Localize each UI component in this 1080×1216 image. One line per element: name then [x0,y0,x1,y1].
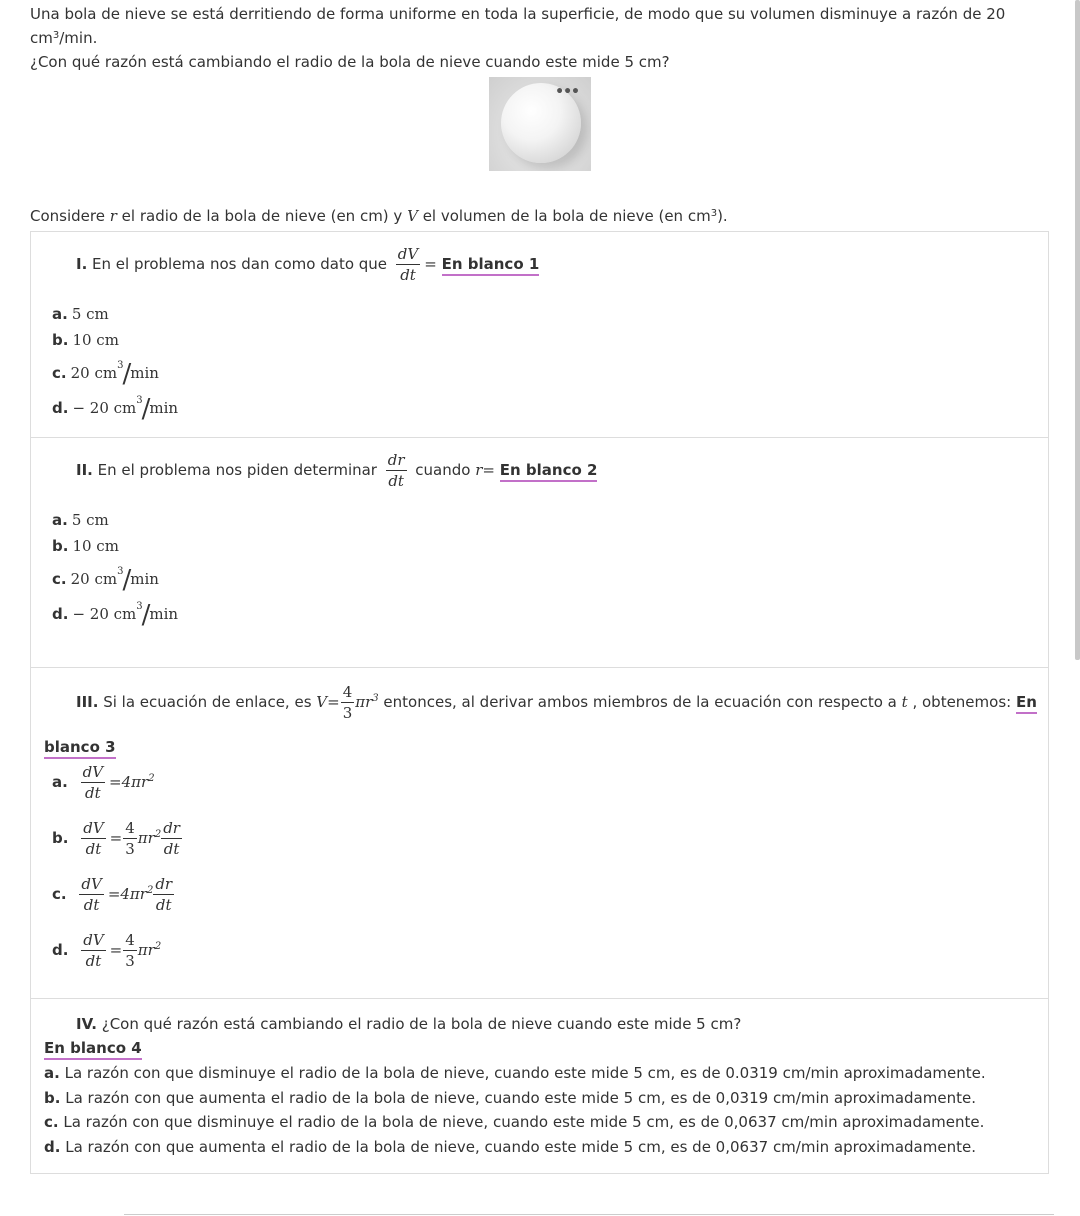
q4-option-d[interactable] [44,1135,976,1159]
q2-option-c[interactable] [52,565,159,595]
consider-mid1: el radio de la bola de nieve (en cm) y [116,207,408,225]
option-label: a. [52,773,68,791]
q4-option-a[interactable] [44,1061,986,1085]
question-3-blank-line [44,736,116,758]
option-sup: 3 [117,360,124,371]
option-label: c. [52,364,67,382]
option-text: La razón con que aumenta el radio de la bola de nieve, cuando este mide 5 cm, es de 0,0637 cm/min aproximadamente. [60,1138,976,1156]
option-label: b. [44,1089,61,1107]
q2-option-d[interactable] [52,600,179,630]
option-unit [72,394,179,424]
fraction-denominator: dt [83,896,100,914]
problem-line-1 [30,2,1060,50]
equals-sign: = [109,941,123,959]
fraction-dr-dt [153,874,174,915]
option-sup: 3 [117,566,124,577]
r-equals: r= [475,461,495,479]
q1-option-a[interactable] [52,304,109,324]
question-2-prompt [76,450,597,491]
option-label: a. [52,511,68,529]
option-text: La razón con que disminuye el radio de la bola de nieve, cuando este mide 5 cm, es de 0.0319 cm/min aproximadamente. [59,1064,986,1082]
fraction-dr-dt [386,450,407,491]
option-label: d. [52,399,69,417]
consider-mid2: el volumen de la bola de nieve (en cm [417,207,711,225]
fraction-denominator: dt [155,896,172,914]
slash: / [122,565,132,595]
snowball-image[interactable] [489,77,591,171]
pi-r: πr [137,941,155,959]
option-sup: 3 [136,395,143,406]
question-3-text3: , obtenemos: [907,693,1016,711]
option-label: d. [44,1138,61,1156]
question-3-number: III. [76,693,99,711]
fraction-dV-dt [81,818,105,859]
fraction-4-3 [341,682,355,723]
q3-option-b[interactable] [52,818,186,859]
fraction-denominator: dt [388,472,404,490]
consider-sup: 3 [710,208,718,219]
question-1 [30,231,1049,438]
question-4-prompt [76,1013,741,1035]
option-label: c. [52,885,67,903]
fraction-numerator: dr [387,451,405,469]
option-value: 20 cm [70,364,118,382]
option-text: La razón con que aumenta el radio de la bola de nieve, cuando este mide 5 cm, es de 0,0319 cm/min aproximadamente. [60,1089,976,1107]
fraction-numerator: dr [155,875,173,893]
question-1-text: En el problema nos dan como dato que [87,255,392,273]
option-value: 5 cm [71,305,109,323]
option-unit [70,565,159,595]
q3-option-a[interactable] [52,762,155,803]
option-sup: 3 [136,601,143,612]
option-value: − 20 cm [72,399,137,417]
question-4-text: ¿Con qué razón está cambiando el radio de la bola de nieve cuando este mide 5 cm? [96,1015,742,1033]
exponent: 2 [146,885,154,896]
option-value: 5 cm [71,511,109,529]
question-3-text: Si la ecuación de enlace, es [98,693,317,711]
blank-4-dropdown[interactable]: En blanco 4 [44,1039,142,1060]
question-3-prompt [76,682,1037,723]
option-per: min [149,605,179,623]
fraction-dr-dt [161,818,182,859]
option-value: 10 cm [72,537,119,555]
equals-sign: = [109,829,123,847]
q1-option-d[interactable] [52,394,179,424]
fraction-denominator: dt [85,784,101,802]
question-4-number: IV. [76,1015,97,1033]
question-1-number: I. [76,255,88,273]
option-value: 10 cm [72,331,119,349]
fraction-denominator: dt [85,952,102,970]
option-per: min [130,570,159,588]
option-label: a. [44,1064,60,1082]
option-label: a. [52,305,68,323]
fraction-denominator: 3 [342,704,353,722]
slash: / [122,359,132,389]
blank-1-dropdown[interactable]: En blanco 1 [442,255,540,276]
pi-r: πr [137,829,155,847]
option-label: b. [52,829,69,847]
fraction-4-3 [123,818,137,859]
bottom-divider [124,1214,1054,1215]
V-equals: V= [316,693,340,711]
fraction-numerator: 4 [125,819,135,837]
question-3 [30,667,1049,999]
fraction-denominator: dt [85,840,102,858]
option-value: − 20 cm [72,605,137,623]
fraction-denominator: dt [400,266,416,284]
question-2-number: II. [76,461,93,479]
fraction-numerator: dV [82,763,104,781]
fraction-4-3 [123,930,137,971]
question-3-text2: entonces, al derivar ambos miembros de la ecuación con respecto a [378,693,902,711]
fraction-numerator: dV [397,245,419,263]
fraction-dV-dt [79,874,103,915]
problem-statement [30,2,1060,74]
option-unit [70,359,159,389]
fraction-dV-dt [396,244,420,285]
q3-option-d[interactable] [52,930,161,971]
q4-option-c[interactable] [44,1110,984,1134]
equals-sign: = [424,255,437,273]
fraction-numerator: dV [81,875,102,893]
pi-r: πr [355,693,373,711]
slash: / [141,394,151,424]
option-label: d. [52,941,69,959]
problem-line-1-text: Una bola de nieve se está derritiendo de forma uniforme en toda la superficie, de modo que su volumen disminuye a razón de 20 cm [30,5,1006,47]
exponent: 2 [148,773,155,784]
question-4-blank-line [44,1037,142,1059]
fraction-denominator: 3 [125,840,135,858]
option-label: d. [52,605,69,623]
fraction-denominator: dt [163,840,180,858]
q1-option-b[interactable] [52,330,119,350]
blank-2-dropdown[interactable]: En blanco 2 [500,461,598,482]
option-per: min [149,399,179,417]
blank-3-dropdown-continued[interactable]: blanco 3 [44,738,116,759]
option-label: c. [44,1113,59,1131]
scrollbar[interactable] [1075,0,1080,660]
problem-line-1-end: /min. [59,29,98,47]
more-options-icon[interactable]: ••• [555,84,579,100]
q4-option-b[interactable] [44,1086,976,1110]
question-2 [30,437,1049,668]
fraction-numerator: 4 [125,931,135,949]
consider-text [30,205,728,227]
blank-3-dropdown[interactable]: En [1016,693,1037,714]
fraction-dV-dt [81,762,105,803]
consider-pre: Considere [30,207,110,225]
consider-post: ). [717,207,728,225]
option-label: b. [52,331,69,349]
question-2-text: En el problema nos piden determinar [92,461,382,479]
q1-option-c[interactable] [52,359,159,389]
question-2-mid: cuando [410,461,476,479]
option-value: 20 cm [70,570,118,588]
q3-option-c[interactable] [52,874,178,915]
question-1-prompt [76,244,539,285]
fraction-dV-dt [81,930,105,971]
fraction-numerator: dV [83,931,104,949]
consider-V: V [407,207,418,225]
variable-t: t [901,693,908,711]
q2-option-b[interactable] [52,536,119,556]
consider-r: r [109,207,117,225]
rhs: =4πr [107,885,147,903]
fraction-numerator: 4 [342,683,353,701]
question-4 [30,998,1049,1174]
option-text: La razón con que disminuye el radio de la bola de nieve, cuando este mide 5 cm, es de 0,0637 cm/min aproximadamente. [58,1113,985,1131]
fraction-numerator: dr [163,819,180,837]
q2-option-a[interactable] [52,510,109,530]
option-label: b. [52,537,69,555]
problem-line-2: ¿Con qué razón está cambiando el radio de la bola de nieve cuando este mide 5 cm? [30,53,670,71]
rhs: =4πr [109,773,149,791]
slash: / [141,600,151,630]
exponent: 3 [372,693,379,704]
problem-line-1-sup: 3 [52,30,60,41]
exponent: 2 [154,829,162,840]
fraction-denominator: 3 [125,952,135,970]
option-unit [72,600,179,630]
exponent: 2 [154,941,162,952]
option-per: min [130,364,159,382]
fraction-numerator: dV [83,819,104,837]
option-label: c. [52,570,67,588]
